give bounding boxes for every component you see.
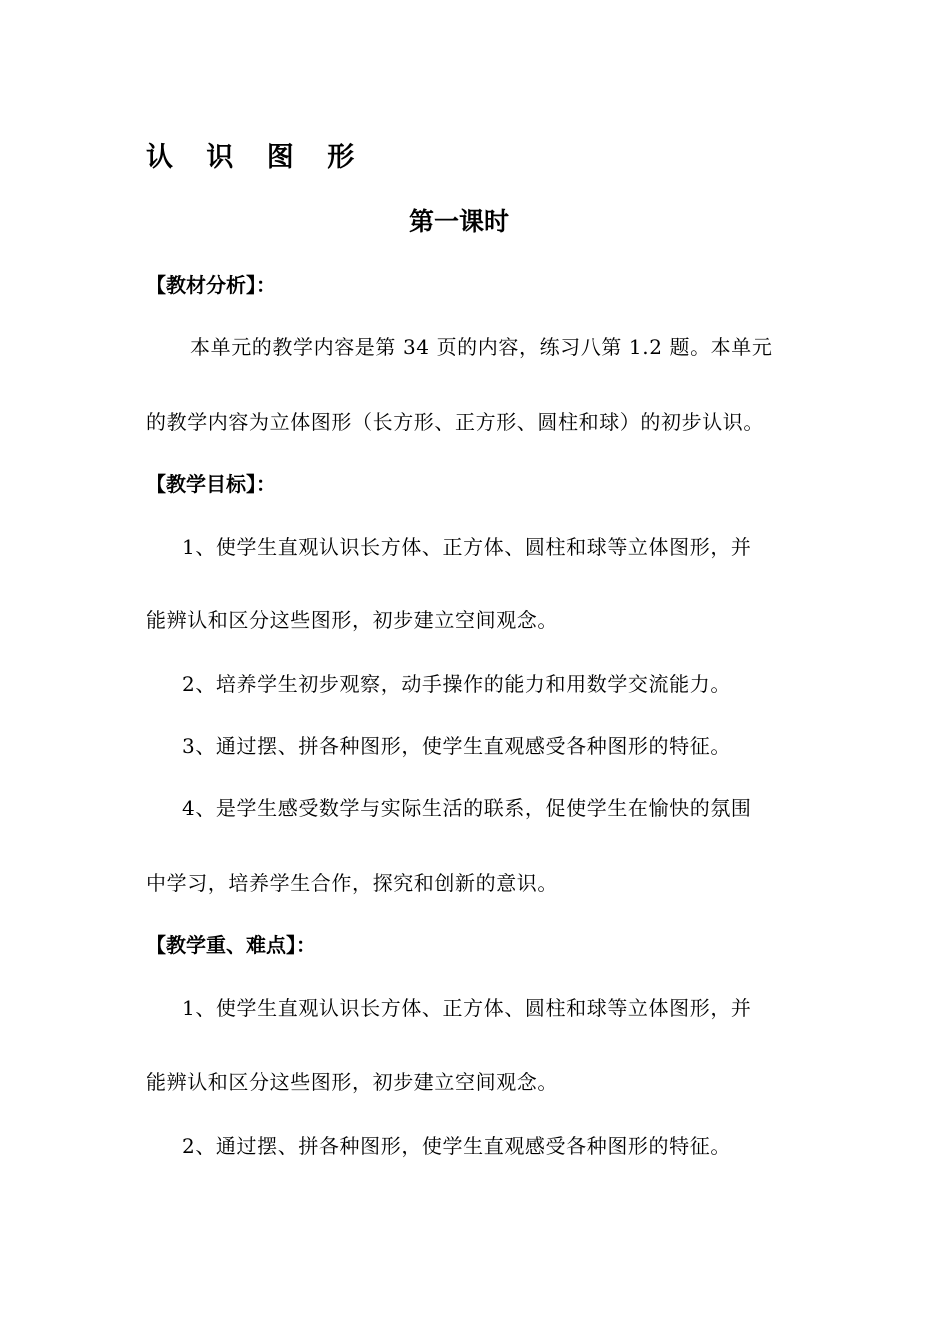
list-item-line: 1、使学生直观认识长方体、正方体、圆柱和球等立体图形，并: [182, 996, 752, 1020]
document-title: 认 识 图 形: [146, 142, 367, 173]
section-heading-teaching-goals: 【教学目标】：: [146, 472, 276, 496]
list-item-line: 3、通过摆、拼各种图形，使学生直观感受各种图形的特征。: [182, 734, 731, 758]
lesson-subtitle: 第一课时: [408, 207, 509, 236]
section-heading-key-points: 【教学重、难点】：: [146, 933, 316, 957]
list-item-line: 2、培养学生初步观察，动手操作的能力和用数学交流能力。: [182, 672, 731, 696]
paragraph-line: 的教学内容为立体图形（长方形、正方形、圆柱和球）的初步认识。: [146, 410, 764, 434]
list-item-line: 能辨认和区分这些图形，初步建立空间观念。: [146, 608, 558, 632]
list-item-line: 1、使学生直观认识长方体、正方体、圆柱和球等立体图形，并: [182, 535, 752, 559]
list-item-line: 4、是学生感受数学与实际生活的联系，促使学生在愉快的氛围: [182, 796, 752, 820]
list-item-line: 2、通过摆、拼各种图形，使学生直观感受各种图形的特征。: [182, 1134, 731, 1158]
paragraph-line: 本单元的教学内容是第 34 页的内容，练习八第 1.2 题。本单元: [190, 335, 773, 359]
list-item-line: 能辨认和区分这些图形，初步建立空间观念。: [146, 1070, 558, 1094]
list-item-line: 中学习，培养学生合作，探究和创新的意识。: [146, 871, 558, 895]
section-heading-material-analysis: 【教材分析】：: [146, 273, 276, 297]
